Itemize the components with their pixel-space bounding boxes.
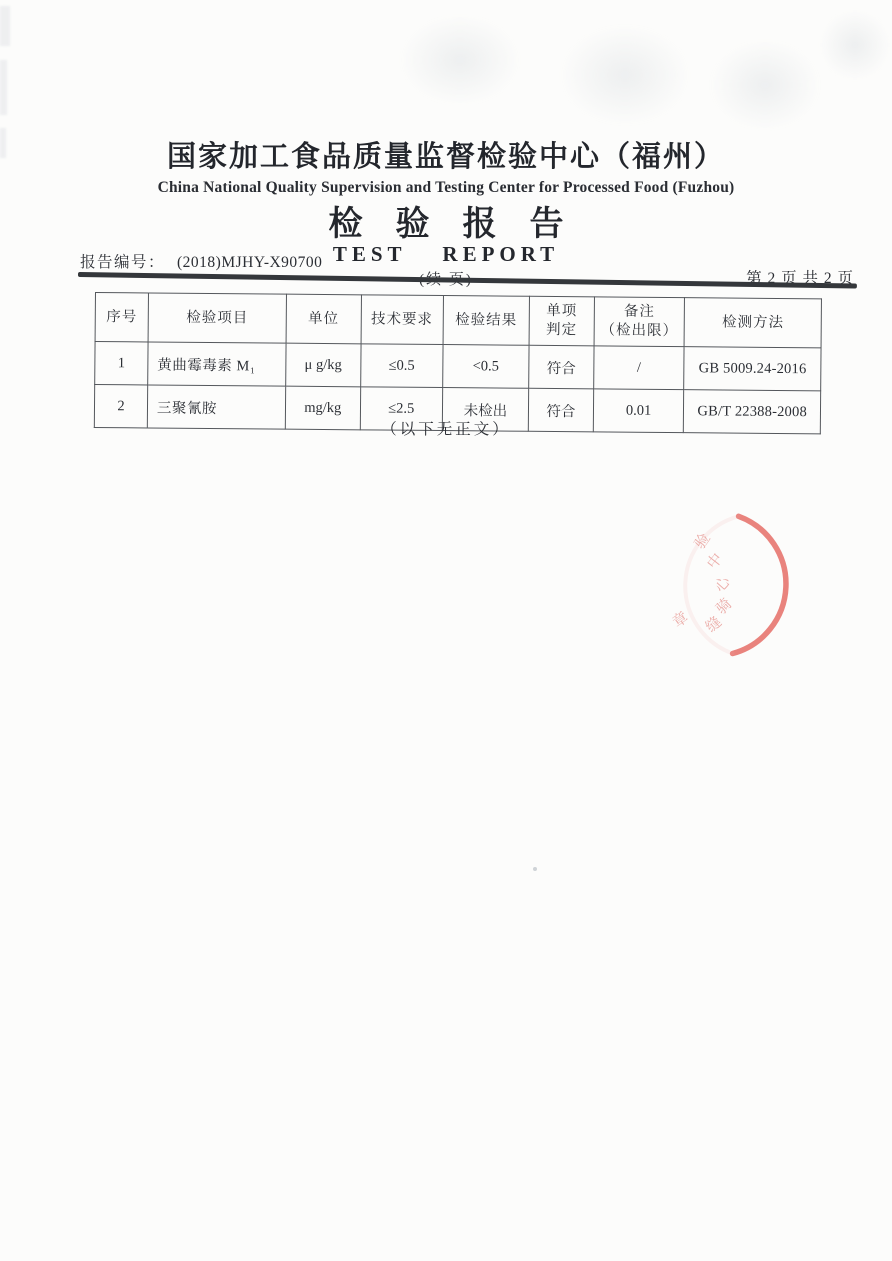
- col-header-judgment: 单项 判定: [529, 296, 594, 346]
- report-number-label: 报告编号：: [80, 254, 166, 271]
- stamp-character: 验: [692, 530, 714, 553]
- cell-unit: mg/kg: [285, 386, 360, 430]
- stamp-ring-faded: [685, 516, 738, 653]
- table-header-row: [95, 293, 821, 348]
- no-further-text-note: （以下无正文）: [381, 421, 511, 438]
- col-header-remark: 备注 （检出限）: [594, 297, 685, 347]
- cell-item: 三聚氰胺: [147, 385, 285, 429]
- col-header-result: 检验结果: [443, 296, 530, 346]
- report-title-english: TEST REPORT: [332, 241, 560, 266]
- col-header-requirement: 技术要求: [361, 295, 443, 345]
- official-stamp: [650, 500, 825, 675]
- scan-artifact: [560, 25, 690, 125]
- report-title-chinese: 检验报告: [328, 206, 597, 243]
- cell-result: <0.5: [442, 345, 529, 389]
- cell-judgment: 符合: [529, 345, 594, 389]
- cell-result: 未检出: [442, 388, 529, 432]
- cell-index: 1: [95, 342, 148, 385]
- cell-method: GB/T 22388-2008: [684, 390, 821, 434]
- scan-artifact: [400, 15, 520, 105]
- scan-artifact: [533, 867, 537, 871]
- scan-artifact: [820, 10, 890, 80]
- center-title-english: China National Quality Supervision and Testing Center for Processed Food (Fuzhou): [157, 179, 735, 196]
- cell-judgment: 符合: [528, 388, 593, 432]
- col-header-item: 检验项目: [148, 293, 286, 343]
- cell-index: 2: [94, 385, 147, 428]
- stamp-character: 骑: [713, 595, 736, 618]
- scan-artifact: [0, 60, 7, 115]
- scan-artifact: [0, 6, 10, 46]
- stamp-character: 中: [704, 550, 727, 573]
- scan-artifact: [710, 40, 820, 130]
- col-header-index: 序号: [95, 293, 148, 342]
- report-number-line: [80, 250, 322, 272]
- cell-requirement: ≤0.5: [360, 344, 442, 388]
- stamp-ring: [733, 516, 786, 653]
- cell-remark: 0.01: [593, 389, 684, 433]
- stamp-character: 心: [712, 573, 735, 596]
- results-table: [94, 292, 822, 434]
- stamp-character: 章: [670, 609, 692, 632]
- cell-method: GB 5009.24-2016: [684, 347, 821, 391]
- report-number-value: (2018)MJHY-X90700: [177, 254, 323, 271]
- cell-unit: μ g/kg: [286, 343, 361, 387]
- cell-remark: /: [593, 346, 684, 390]
- cell-item: 黄曲霉毒素 M₁: [148, 342, 286, 386]
- col-header-unit: 单位: [286, 294, 361, 344]
- stamp-character: 缝: [703, 614, 726, 637]
- cell-requirement: ≤2.5: [360, 387, 442, 431]
- table-row: [95, 342, 821, 391]
- page-indicator: 第 2 页 共 2 页: [746, 270, 854, 287]
- center-title-chinese: 国家加工食品质量监督检验中心（福州）: [166, 141, 725, 173]
- col-header-method: 检测方法: [685, 298, 822, 348]
